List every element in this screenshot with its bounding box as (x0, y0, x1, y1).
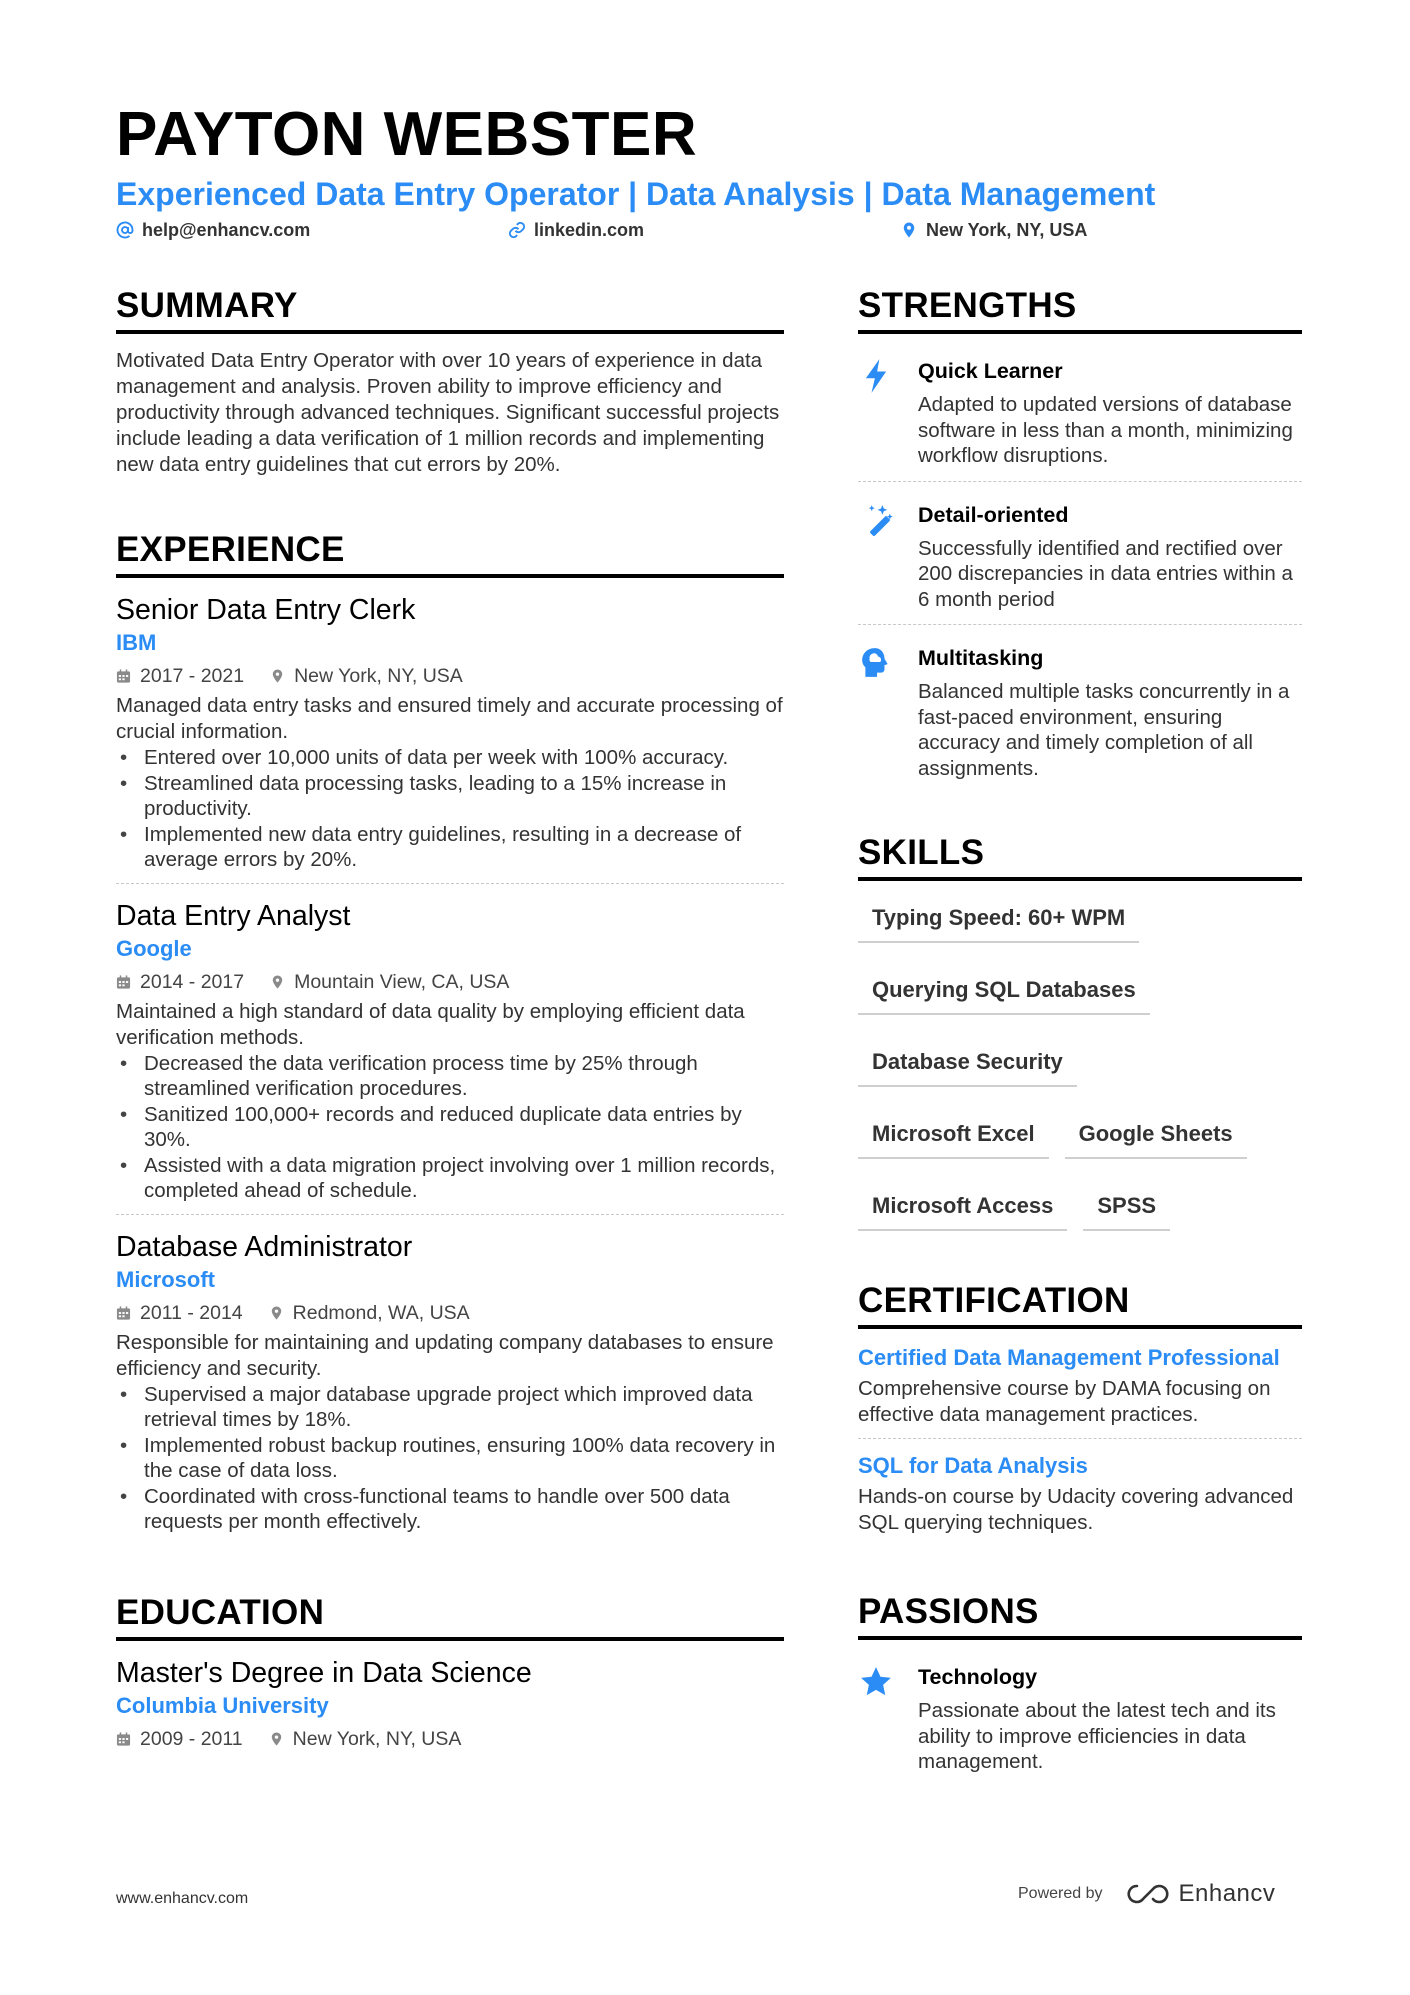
bullet-item: • Assisted with a data migration project involving over 1 million records, completed ahead of schedule. (116, 1153, 784, 1204)
job-bullets (116, 745, 784, 873)
map-pin-icon (270, 974, 285, 990)
head-brain-icon (859, 645, 893, 681)
bullet-item: • Sanitized 100,000+ records and reduced duplicate data entries by 30%. (116, 1102, 784, 1153)
certification-heading: CERTIFICATION (858, 1279, 1302, 1329)
skill-tag: Microsoft Access (858, 1191, 1067, 1231)
left-column (116, 284, 784, 1756)
bullet-item: • Coordinated with cross-functional teams to handle over 500 data requests per month effectively. (116, 1484, 784, 1535)
job-dates: 2011 - 2014 (140, 1301, 243, 1324)
skill-tag: SPSS (1083, 1191, 1170, 1231)
job-entry (116, 592, 784, 884)
calendar-icon (116, 1305, 131, 1321)
email-text: help@enhancv.com (142, 220, 311, 240)
job-description: Maintained a high standard of data quality by employing efficient data verification methods. (116, 999, 745, 1049)
certification-section (858, 1279, 1302, 1546)
degree-title: Master's Degree in Data Science (116, 1656, 532, 1689)
calendar-icon (116, 668, 131, 684)
magic-wand-icon (859, 502, 893, 538)
job-location: Mountain View, CA, USA (294, 970, 510, 993)
bullet-item: • Entered over 10,000 units of data per week with 100% accuracy. (116, 745, 784, 771)
lightning-bolt-icon (859, 358, 893, 394)
passions-section (858, 1590, 1302, 1787)
summary-heading: SUMMARY (116, 284, 784, 334)
headline: Experienced Data Entry Operator | Data Analysis | Data Management (116, 176, 1156, 212)
job-title: Database Administrator (116, 1230, 413, 1263)
contact-location (900, 218, 1087, 242)
strength-title: Quick Learner (918, 359, 1063, 383)
job-meta (116, 969, 784, 995)
enhancv-logo[interactable] (1125, 1880, 1276, 1908)
job-meta (116, 1300, 784, 1326)
skills-list (858, 903, 1302, 1231)
map-pin-icon (269, 1731, 284, 1747)
strengths-section (858, 284, 1302, 793)
brand-name: Enhancv (1178, 1880, 1276, 1907)
passion-description: Passionate about the latest tech and its ability to improve efficiencies in data management. (918, 1699, 1276, 1773)
certification-item (858, 1343, 1302, 1439)
job-dates: 2014 - 2017 (140, 970, 245, 993)
strength-description: Balanced multiple tasks concurrently in a fast-paced environment, ensuring accuracy and timely completion of all assignments. (918, 680, 1290, 780)
at-sign-icon (116, 221, 134, 239)
summary-section (116, 284, 784, 478)
company-name: IBM (116, 630, 157, 655)
enhancv-logo-icon (1125, 1882, 1171, 1906)
strength-title: Detail-oriented (918, 502, 1069, 527)
job-meta (116, 663, 784, 689)
education-section (116, 1591, 784, 1752)
job-title: Data Entry Analyst (116, 899, 351, 932)
linkedin-text: linkedin.com (534, 220, 645, 240)
bullet-item: • Implemented robust backup routines, ensuring 100% data recovery in the case of data loss. (116, 1433, 784, 1484)
skill-tag: Database Security (858, 1047, 1077, 1087)
job-title: Senior Data Entry Clerk (116, 594, 416, 626)
education-location: New York, NY, USA (292, 1727, 462, 1750)
skill-tag: Typing Speed: 60+ WPM (858, 903, 1139, 943)
strength-item (858, 635, 1302, 793)
company-name: Google (116, 935, 192, 961)
link-icon (508, 221, 526, 239)
right-column (858, 284, 1302, 1797)
job-description: Responsible for maintaining and updating company databases to ensure efficiency and security. (116, 1330, 774, 1380)
map-pin-icon (269, 1305, 284, 1321)
certification-description: Comprehensive course by DAMA focusing on effective data management practices. (858, 1377, 1271, 1426)
strength-title: Multitasking (918, 646, 1044, 670)
skill-tag: Querying SQL Databases (858, 975, 1150, 1015)
school-name: Columbia University (116, 1692, 329, 1718)
certification-description: Hands-on course by Udacity covering advanced SQL querying techniques. (858, 1485, 1294, 1534)
certification-item (858, 1451, 1302, 1546)
education-dates: 2009 - 2011 (140, 1727, 243, 1750)
job-location: New York, NY, USA (294, 665, 463, 687)
job-bullets (116, 1382, 784, 1535)
passion-title: Technology (918, 1665, 1038, 1689)
skills-heading: SKILLS (858, 831, 1302, 881)
calendar-icon (116, 1731, 131, 1747)
job-dates: 2017 - 2021 (140, 665, 245, 687)
map-pin-icon (270, 668, 285, 684)
candidate-name: PAYTON WEBSTER (116, 100, 698, 169)
passion-item (858, 1654, 1302, 1787)
experience-heading: EXPERIENCE (116, 528, 784, 578)
location-text: New York, NY, USA (926, 220, 1088, 240)
job-location: Redmond, WA, USA (292, 1301, 470, 1324)
strengths-heading: STRENGTHS (858, 284, 1302, 334)
passions-heading: PASSIONS (858, 1590, 1302, 1640)
skills-section (858, 831, 1302, 1231)
bullet-item: • Streamlined data processing tasks, leading to a 15% increase in productivity. (116, 771, 784, 822)
footer-website[interactable]: www.enhancv.com (116, 1890, 249, 1907)
company-name: Microsoft (116, 1266, 215, 1292)
job-description: Managed data entry tasks and ensured timely and accurate processing of crucial information. (116, 694, 783, 743)
job-bullets (116, 1051, 784, 1204)
footer-branding (1018, 1880, 1275, 1908)
strength-description: Successfully identified and rectified over 200 discrepancies in data entries within a 6 month period (918, 536, 1293, 611)
powered-by-text: Powered by (1018, 1885, 1103, 1902)
bullet-item: • Decreased the data verification process time by 25% through streamlined verification procedures. (116, 1051, 784, 1102)
star-icon (859, 1664, 893, 1700)
job-entry (116, 898, 784, 1215)
map-pin-icon (900, 221, 918, 239)
experience-section (116, 528, 784, 1545)
contact-linkedin[interactable] (508, 218, 644, 242)
calendar-icon (116, 974, 131, 990)
certification-title: SQL for Data Analysis (858, 1453, 1088, 1478)
skill-tag: Google Sheets (1065, 1119, 1247, 1159)
skill-tag: Microsoft Excel (858, 1119, 1049, 1159)
strength-description: Adapted to updated versions of database software in less than a month, minimizing workflow disruptions. (918, 393, 1293, 467)
job-entry (116, 1229, 784, 1545)
contact-email[interactable] (116, 218, 310, 242)
bullet-item: • Implemented new data entry guidelines, resulting in a decrease of average errors by 20%. (116, 822, 784, 873)
strength-item (858, 492, 1302, 626)
strength-item (858, 348, 1302, 482)
bullet-item: • Supervised a major database upgrade project which improved data retrieval times by 18%. (116, 1382, 784, 1433)
education-heading: EDUCATION (116, 1591, 784, 1641)
summary-text: Motivated Data Entry Operator with over 10 years of experience in data management and analysis. Proven ability to improve efficiency and productivity through advanced techniques. Significant successful projects include leading a data verification of 1 million records and implementing new data entry guidelines that cut errors by 20%. (116, 349, 780, 476)
certification-title: Certified Data Management Professional (858, 1345, 1280, 1370)
education-meta (116, 1726, 784, 1752)
